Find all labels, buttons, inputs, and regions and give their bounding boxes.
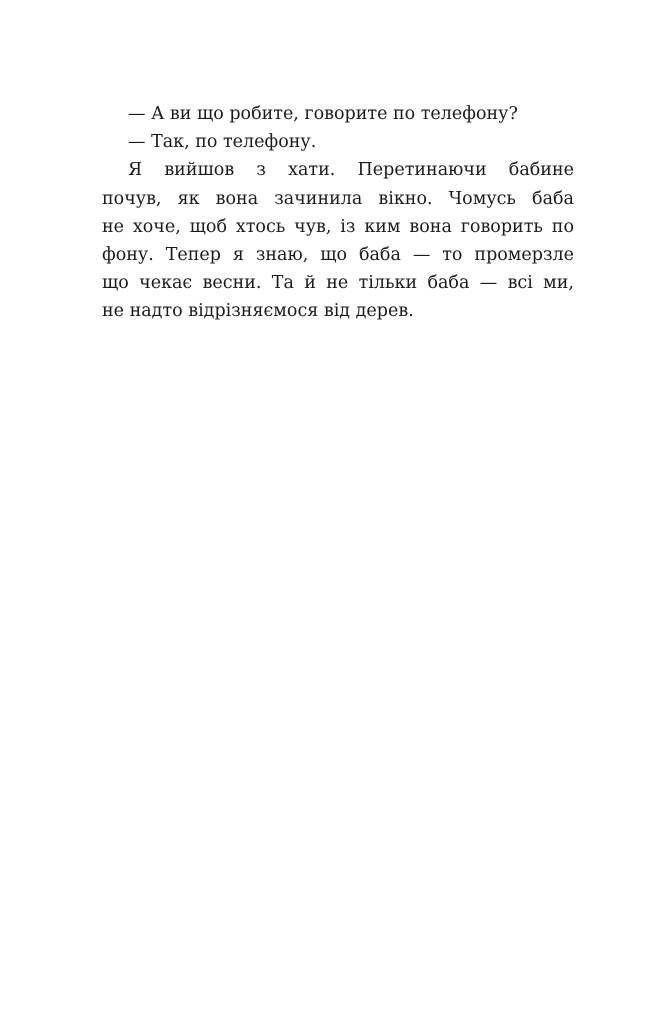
paragraph-line-1: Я вийшов з хати. Перетинаючи бабине — [128, 160, 574, 181]
paragraph-line-6: не надто відрізняємося від дерев. — [102, 301, 414, 322]
body-text — [102, 100, 574, 326]
paragraph-line-2: почув, як вона зачинила вікно. Чомусь баба — [102, 188, 574, 209]
paragraph-line-3: не хоче, щоб хтось чув, із ким вона говорить по — [102, 216, 574, 237]
dialogue-line-2: — Так, по телефону. — [128, 132, 317, 153]
paragraph-line-4: фону. Тепер я знаю, що баба — то промерзле — [102, 244, 574, 265]
dialogue-line-1: — А ви що робите, говорите по телефону? — [128, 104, 518, 124]
paragraph-line-5: що чекає весни. Та й не тільки баба — всі ми, — [102, 273, 574, 294]
